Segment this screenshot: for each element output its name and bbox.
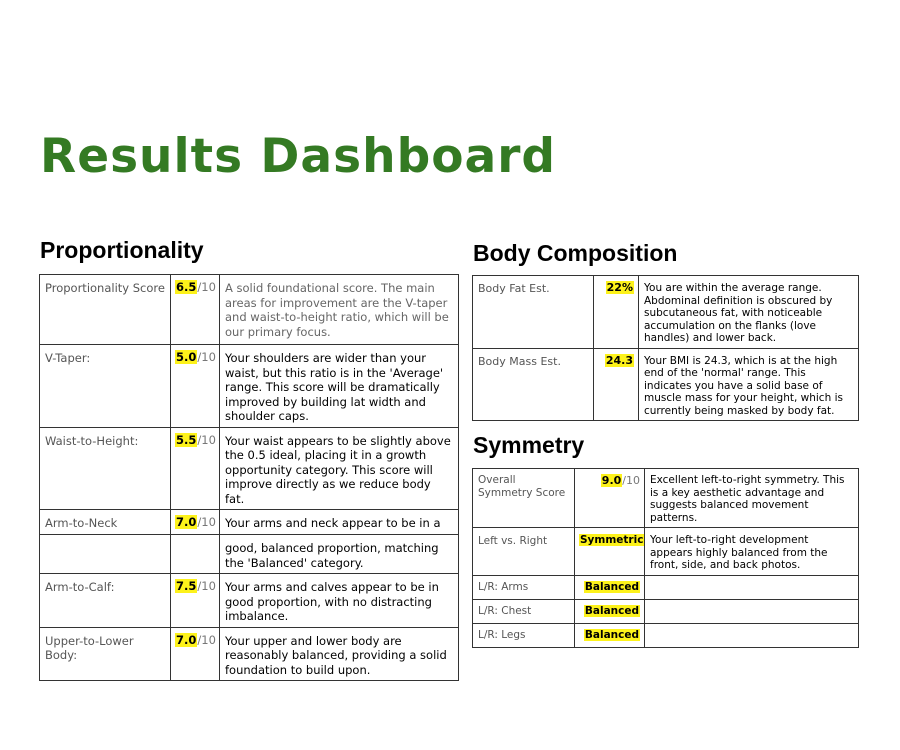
row-description: Your left-to-right development appears highly balanced from the front, side, and back photos. bbox=[645, 528, 859, 576]
row-label: Waist-to-Height: bbox=[40, 427, 171, 510]
row-value bbox=[575, 623, 645, 647]
row-score bbox=[171, 510, 220, 535]
table-row bbox=[473, 348, 859, 421]
table-row bbox=[473, 575, 859, 599]
row-description: Your waist appears to be slightly above the 0.5 ideal, placing it in a growth opportunity category. This score will improve directly as we reduce body fat. bbox=[220, 427, 459, 510]
proportionality-title: Proportionality bbox=[40, 237, 204, 263]
table-row bbox=[473, 623, 859, 647]
row-description: Your arms and neck appear to be in a bbox=[220, 510, 459, 535]
table-row bbox=[40, 427, 459, 510]
row-value bbox=[575, 528, 645, 576]
row-label: Body Mass Est. bbox=[473, 348, 594, 421]
value-highlight: Balanced bbox=[584, 628, 639, 641]
row-label: Left vs. Right bbox=[473, 528, 575, 576]
row-label: Arm-to-Calf: bbox=[40, 574, 171, 628]
row-description bbox=[645, 599, 859, 623]
symmetry-table bbox=[472, 468, 859, 648]
value-highlight: Balanced bbox=[584, 604, 639, 617]
row-description: You are within the average range. Abdominal definition is obscured by subcutaneous fat, with noticeable accumulation on the flanks (love handles) and lower back. bbox=[639, 276, 859, 349]
row-label: Upper-to-Lower Body: bbox=[40, 627, 171, 681]
row-score bbox=[171, 574, 220, 628]
value-highlight: 24.3 bbox=[605, 353, 633, 367]
score-value: 6.5 bbox=[176, 280, 197, 294]
score-denominator: /10 bbox=[197, 515, 216, 529]
row-score bbox=[171, 535, 220, 574]
table-row bbox=[40, 627, 459, 681]
body-composition-title: Body Composition bbox=[473, 240, 678, 266]
table-row bbox=[40, 574, 459, 628]
table-row bbox=[40, 535, 459, 574]
body-composition-table bbox=[472, 275, 859, 421]
symmetry-title: Symmetry bbox=[473, 432, 585, 458]
row-label bbox=[40, 535, 171, 574]
row-value bbox=[575, 599, 645, 623]
row-value bbox=[594, 348, 639, 421]
value-highlight: Balanced bbox=[584, 580, 639, 593]
row-description: good, balanced proportion, matching the 'Balanced' category. bbox=[220, 535, 459, 574]
row-score bbox=[171, 345, 220, 428]
table-row bbox=[473, 469, 859, 528]
table-row bbox=[473, 599, 859, 623]
score-denominator: /10 bbox=[622, 474, 640, 487]
row-label: V-Taper: bbox=[40, 345, 171, 428]
page-title: Results Dashboard bbox=[40, 129, 557, 184]
row-label: L/R: Chest bbox=[473, 599, 575, 623]
proportionality-table bbox=[39, 274, 459, 681]
row-value bbox=[594, 276, 639, 349]
value-highlight: 22% bbox=[606, 281, 633, 294]
row-score bbox=[171, 627, 220, 681]
row-score bbox=[171, 427, 220, 510]
row-description: Excellent left-to-right symmetry. This is a key aesthetic advantage and suggests balanced movement patterns. bbox=[645, 469, 859, 528]
row-description: Your shoulders are wider than your waist, but this ratio is in the 'Average' range. This score will be dramatically improved by building lat width and shoulder caps. bbox=[220, 345, 459, 428]
score-denominator: /10 bbox=[197, 579, 216, 593]
score-denominator: /10 bbox=[197, 280, 216, 294]
score-denominator: /10 bbox=[197, 350, 216, 364]
row-description bbox=[645, 623, 859, 647]
score-denominator: /10 bbox=[197, 632, 216, 647]
row-description bbox=[645, 575, 859, 599]
row-description: Your BMI is 24.3, which is at the high end of the 'normal' range. This indicates you have a solid base of muscle mass for your height, which is currently being masked by body fat. bbox=[639, 348, 859, 421]
row-label: L/R: Legs bbox=[473, 623, 575, 647]
score-value: 9.0 bbox=[601, 474, 622, 487]
row-label: Proportionality Score bbox=[40, 275, 171, 345]
row-score bbox=[575, 469, 645, 528]
score-value: 5.5 bbox=[176, 432, 197, 447]
score-value: 5.0 bbox=[176, 350, 197, 364]
table-row bbox=[40, 345, 459, 428]
table-row bbox=[473, 528, 859, 576]
row-description: Your upper and lower body are reasonably balanced, providing a solid foundation to build upon. bbox=[220, 627, 459, 681]
table-row bbox=[40, 510, 459, 535]
row-value bbox=[575, 575, 645, 599]
score-value: 7.5 bbox=[176, 579, 197, 593]
score-value: 7.0 bbox=[176, 632, 197, 647]
table-row bbox=[40, 275, 459, 345]
table-row bbox=[473, 276, 859, 349]
row-description: A solid foundational score. The main areas for improvement are the V-taper and waist-to-height ratio, which will be our primary focus. bbox=[220, 275, 459, 345]
score-value: 7.0 bbox=[176, 515, 197, 529]
row-score bbox=[171, 275, 220, 345]
value-highlight: Symmetric bbox=[580, 534, 644, 546]
row-label: L/R: Arms bbox=[473, 575, 575, 599]
row-label: Body Fat Est. bbox=[473, 276, 594, 349]
row-label: Arm-to-Neck bbox=[40, 510, 171, 535]
row-label: Overall Symmetry Score bbox=[473, 469, 575, 528]
row-description: Your arms and calves appear to be in good proportion, with no distracting imbalance. bbox=[220, 574, 459, 628]
score-denominator: /10 bbox=[197, 432, 216, 447]
